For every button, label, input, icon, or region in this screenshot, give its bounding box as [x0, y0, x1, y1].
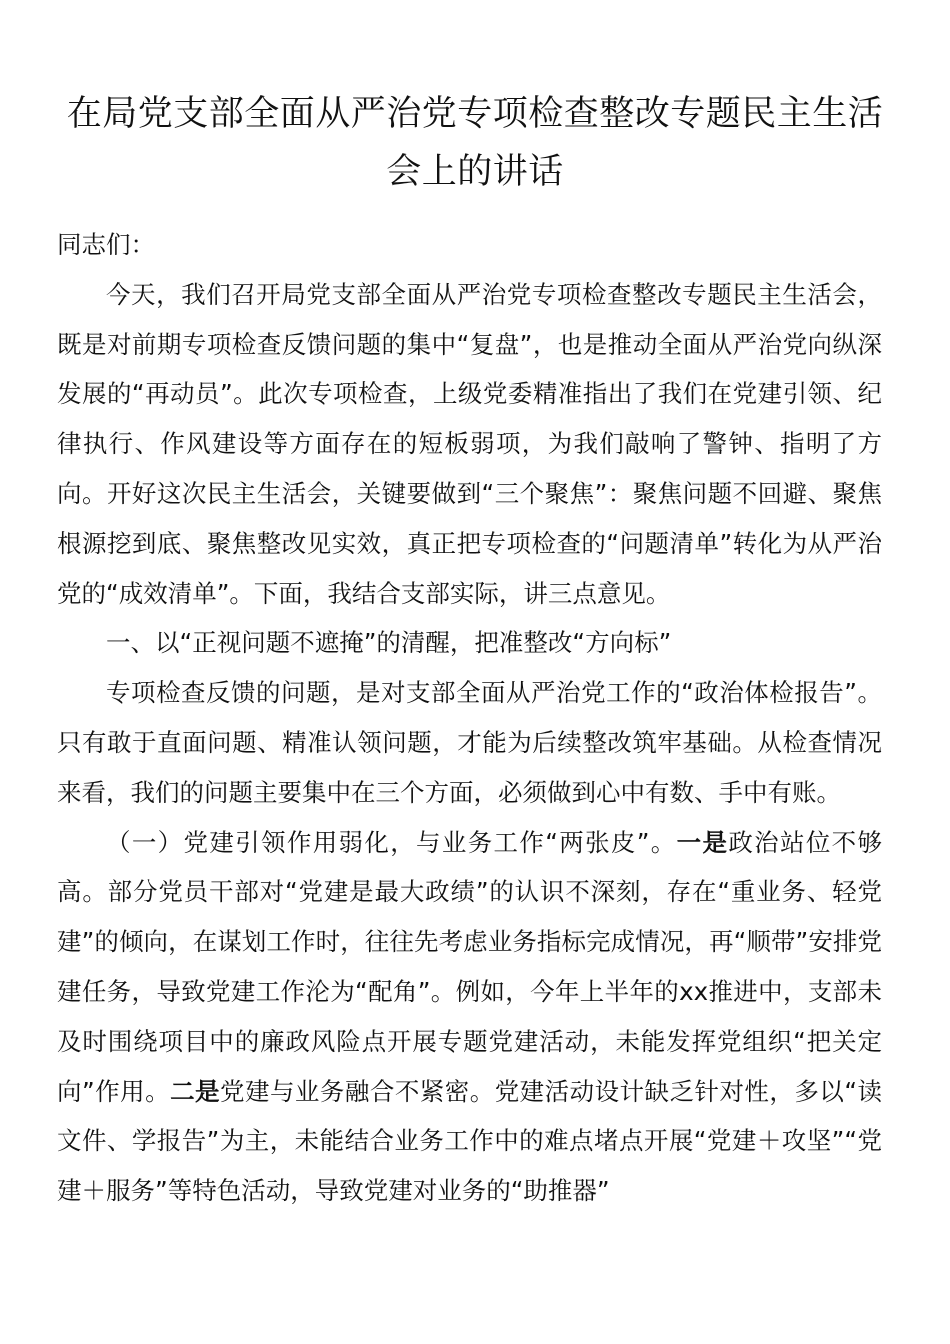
title-line-2: 会上的讲话 — [386, 152, 564, 193]
paragraph-inspection-problems: 专项检查反馈的问题，是对支部全面从严治党工作的“政治体检报告”。只有敢于直面问题、精准认领问题，才能为后续整改筑牢基础。从检查情况来看，我们的问题主要集中在三个方面，必须做到心中有数、手中有账。 — [57, 678, 882, 807]
bold-marker-first: 一是 — [676, 827, 729, 857]
paragraph-text: 政治站位不够高。部分党员干部对“党建是最大政绩”的认识不深刻，存在“重业务、轻党建”的倾向，在谋划工作时，往往先考虑业务指标完成情况，再“顺带”安排党建任务，导致党建工作沦为“配角”。例如，今年上半年的xx推进中，支部未及时围绕项目中的廉政风险点开展专题党建活动，未能发挥党组织“把关定向”作用。 — [57, 827, 883, 1106]
paragraph-text: 党建与业务融合不紧密。党建活动设计缺乏针对性，多以“读文件、学报告”为主，未能结合业务工作中的难点堵点开展“党建＋攻坚”“党建＋服务”等特色活动，导致党建对业务的“助推器” — [57, 1076, 882, 1206]
salutation: 同志们： — [57, 230, 155, 259]
paragraph-intro: 今天，我们召开局党支部全面从严治党专项检查整改专题民主生活会，既是对前期专项检查反馈问题的集中“复盘”，也是推动全面从严治党向纵深发展的“再动员”。此次专项检查，上级党委精准指出了我们在党建引领、纪律执行、作风建设等方面存在的短板弱项，为我们敲响了警钟、指明了方向。开好这次民主生活会，关键要做到“三个聚焦”：聚焦问题不回避、聚焦根源挖到底、聚焦整改见实效，真正把专项检查的“问题清单”转化为从严治党的“成效清单”。下面，我结合支部实际，讲三点意见。 — [57, 279, 882, 608]
paragraph-party-building — [57, 818, 882, 1216]
page-title — [40, 85, 910, 201]
bold-marker-second: 二是 — [170, 1076, 221, 1106]
document-body — [57, 220, 882, 1216]
paragraph-text: （一）党建引领作用弱化，与业务工作“两张皮”。 — [106, 827, 677, 857]
title-line-1: 在局党支部全面从严治党专项检查整改专题民主生活 — [66, 94, 884, 135]
section-heading-1: 一、以“正视问题不遮掩”的清醒，把准整改“方向标” — [106, 628, 672, 658]
